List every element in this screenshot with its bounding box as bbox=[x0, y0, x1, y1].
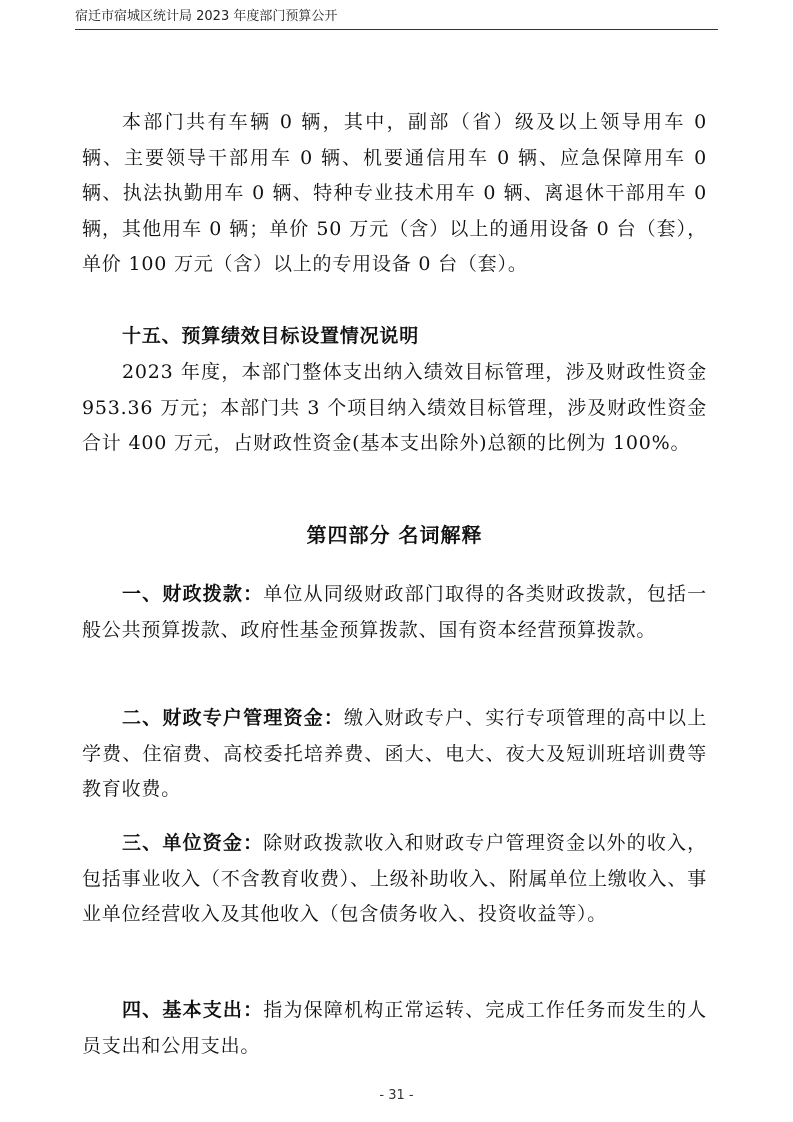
page-header: 宿迁市宿城区统计局 2023 年度部门预算公开 bbox=[75, 9, 338, 24]
term-label: 一、财政拨款： bbox=[122, 583, 264, 605]
term-paragraph bbox=[82, 701, 707, 808]
term-paragraph bbox=[82, 993, 707, 1064]
performance-paragraph: 2023 年度，本部门整体支出纳入绩效目标管理，涉及财政性资金 953.36 万元；本部门共 3 个项目纳入绩效目标管理，涉及财政性资金合计 400 万元，占财政性资金(基本支出除外)总额的比例为 100%。 bbox=[82, 361, 707, 454]
term-paragraph bbox=[82, 826, 707, 933]
part4-title: 第四部分 名词解释 bbox=[306, 523, 483, 547]
header-divider bbox=[75, 29, 718, 30]
term-label: 三、单位资金： bbox=[122, 832, 264, 854]
term-label: 四、基本支出： bbox=[122, 999, 264, 1021]
term-label: 二、财政专户管理资金： bbox=[122, 707, 345, 729]
vehicles-paragraph: 本部门共有车辆 0 辆，其中，副部（省）级及以上领导用车 0 辆、主要领导干部用车 0 辆、机要通信用车 0 辆、应急保障用车 0 辆、执法执勤用车 0 辆、特种专业技术用车 0 辆、离退休干部用车 0 辆，其他用车 0 辆；单价 50 万元（含）以上的通用设备 0 台（套），单价 100 万元（含）以上的专用设备 0 台（套）。 bbox=[82, 111, 707, 275]
performance-heading: 十五、预算绩效目标设置情况说明 bbox=[122, 325, 420, 347]
term-definition: 除财政拨款收入和财政专户管理资金以外的收入，包括事业收入（不含教育收费）、上级补助收入、附属单位上缴收入、事业单位经营收入及其他收入（包含债务收入、投资收益等）。 bbox=[82, 832, 707, 925]
term-definition: 指为保障机构正常运转、完成工作任务而发生的人员支出和公用支出。 bbox=[82, 999, 707, 1057]
term-definition: 单位从同级财政部门取得的各类财政拨款，包括一般公共预算拨款、政府性基金预算拨款、国有资本经营预算拨款。 bbox=[82, 583, 707, 641]
term-definition: 缴入财政专户、实行专项管理的高中以上学费、住宿费、高校委托培养费、函大、电大、夜大及短训班培训费等教育收费。 bbox=[82, 707, 707, 800]
term-paragraph bbox=[82, 577, 707, 648]
page-number: - 31 - bbox=[379, 1088, 414, 1103]
